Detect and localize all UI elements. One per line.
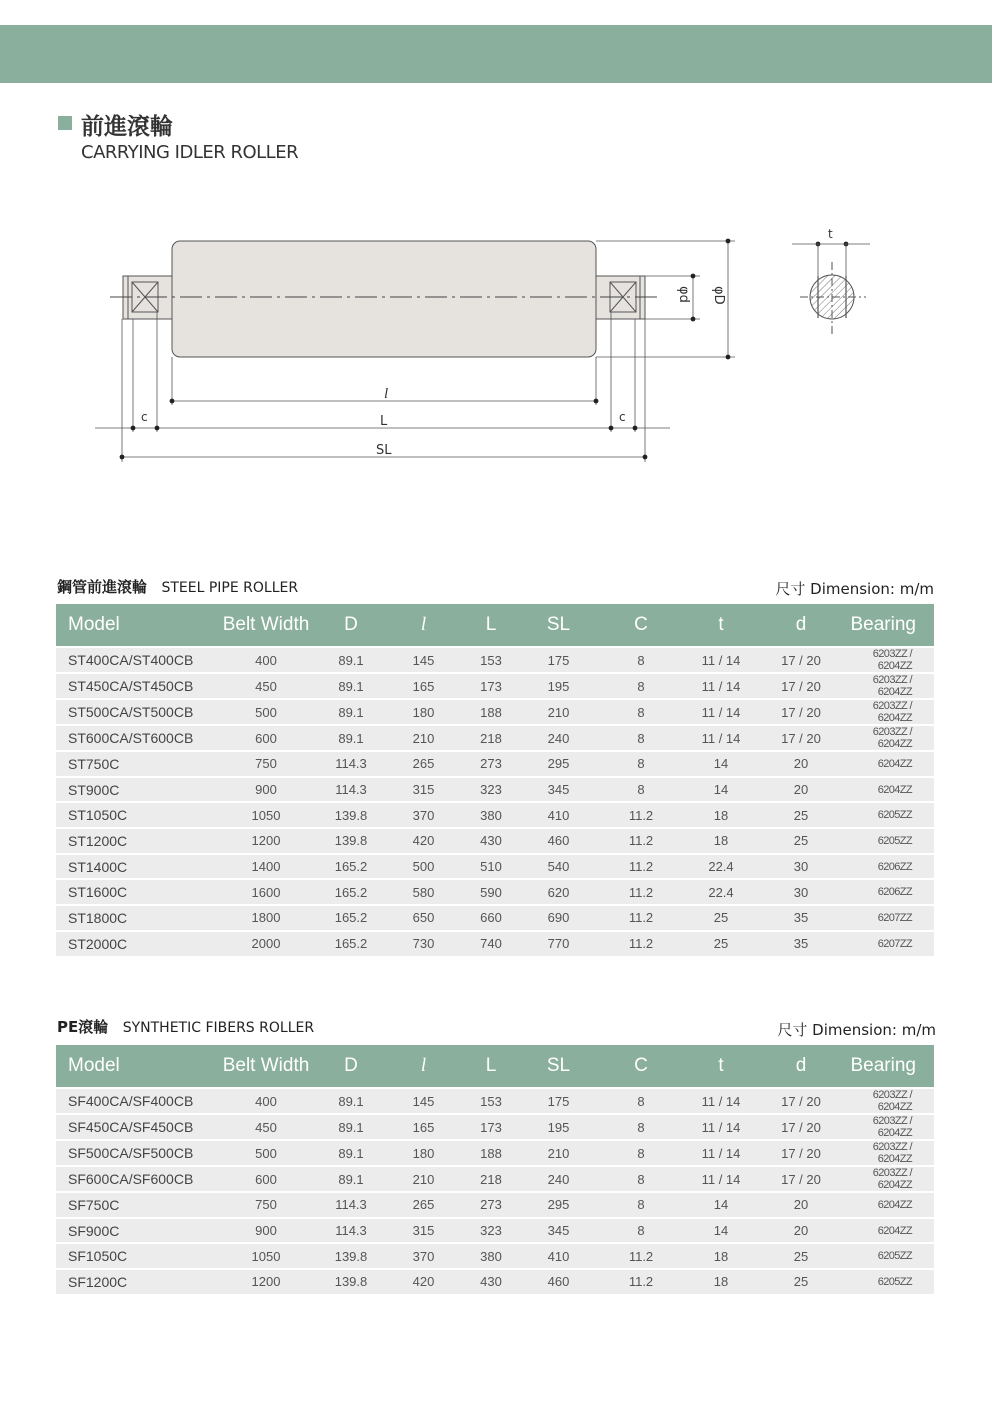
table-row bbox=[56, 1243, 934, 1269]
cell-d-shaft: 17 / 20 bbox=[761, 1114, 841, 1140]
cell-c-length: 8 bbox=[601, 751, 681, 777]
cell-t-width: 14 bbox=[681, 777, 761, 803]
cell-bearing: 6203ZZ / 6204ZZ bbox=[841, 1114, 934, 1140]
cell-L-length: 660 bbox=[466, 905, 516, 931]
cell-t-width: 11 / 14 bbox=[681, 1114, 761, 1140]
cell-d-shaft: 20 bbox=[761, 751, 841, 777]
table-row bbox=[56, 828, 934, 854]
cell-l-length: 650 bbox=[381, 905, 466, 931]
cell-sl-length: 195 bbox=[516, 1114, 601, 1140]
cell-l-length: 265 bbox=[381, 1192, 466, 1218]
cell-t-width: 14 bbox=[681, 1192, 761, 1218]
table-row bbox=[56, 673, 934, 699]
cell-l-length: 165 bbox=[381, 673, 466, 699]
cell-L-length: 218 bbox=[466, 725, 516, 751]
table-row bbox=[56, 751, 934, 777]
table-row bbox=[56, 647, 934, 673]
cell-t-width: 18 bbox=[681, 802, 761, 828]
cell-c-length: 11.2 bbox=[601, 854, 681, 880]
pe-title-zh: PE滾輪 bbox=[57, 1018, 109, 1036]
table-row bbox=[56, 1269, 934, 1294]
cell-bearing: 6207ZZ bbox=[841, 931, 934, 956]
cell-t-width: 11 / 14 bbox=[681, 699, 761, 725]
cell-d-diameter: 114.3 bbox=[321, 777, 381, 803]
cell-belt-width: 400 bbox=[211, 1088, 321, 1114]
cell-belt-width: 1800 bbox=[211, 905, 321, 931]
header-belt-width: Belt Width bbox=[211, 604, 321, 647]
table-row bbox=[56, 1218, 934, 1244]
cell-model: ST2000C bbox=[56, 931, 211, 956]
header-L-length: L bbox=[466, 604, 516, 647]
table-row bbox=[56, 725, 934, 751]
cell-l-length: 145 bbox=[381, 647, 466, 673]
cell-d-shaft: 20 bbox=[761, 1218, 841, 1244]
cell-model: ST1800C bbox=[56, 905, 211, 931]
cell-c-length: 11.2 bbox=[601, 828, 681, 854]
cell-L-length: 740 bbox=[466, 931, 516, 956]
cell-bearing: 6205ZZ bbox=[841, 802, 934, 828]
cell-model: SF1050C bbox=[56, 1243, 211, 1269]
heading-chinese: 前進滾輪 bbox=[81, 114, 173, 140]
header-t-width: t bbox=[681, 1045, 761, 1088]
header-sl-length: SL bbox=[516, 604, 601, 647]
cell-L-length: 323 bbox=[466, 1218, 516, 1244]
cell-l-length: 315 bbox=[381, 777, 466, 803]
cell-t-width: 22.4 bbox=[681, 854, 761, 880]
cell-d-diameter: 165.2 bbox=[321, 879, 381, 905]
cell-t-width: 25 bbox=[681, 905, 761, 931]
cell-model: ST450CA/ST450CB bbox=[56, 673, 211, 699]
label-phi-d: φd bbox=[676, 286, 691, 303]
header-sl-length: SL bbox=[516, 1045, 601, 1088]
header-c-length: C bbox=[601, 1045, 681, 1088]
cell-c-length: 8 bbox=[601, 1114, 681, 1140]
cell-belt-width: 600 bbox=[211, 725, 321, 751]
cell-model: ST400CA/ST400CB bbox=[56, 647, 211, 673]
label-c-right: c bbox=[619, 410, 626, 424]
cell-d-diameter: 114.3 bbox=[321, 1192, 381, 1218]
cell-sl-length: 460 bbox=[516, 828, 601, 854]
label-phi-D: φD bbox=[711, 286, 726, 305]
cell-d-diameter: 89.1 bbox=[321, 1088, 381, 1114]
cell-model: SF750C bbox=[56, 1192, 211, 1218]
cell-d-diameter: 89.1 bbox=[321, 1114, 381, 1140]
cell-L-length: 430 bbox=[466, 1269, 516, 1294]
cell-t-width: 14 bbox=[681, 1218, 761, 1244]
cell-l-length: 420 bbox=[381, 1269, 466, 1294]
cell-L-length: 510 bbox=[466, 854, 516, 880]
cell-d-shaft: 30 bbox=[761, 854, 841, 880]
cell-d-shaft: 17 / 20 bbox=[761, 725, 841, 751]
cell-sl-length: 410 bbox=[516, 1243, 601, 1269]
table-header-row bbox=[56, 1045, 934, 1088]
cell-d-diameter: 89.1 bbox=[321, 673, 381, 699]
cell-bearing: 6203ZZ / 6204ZZ bbox=[841, 725, 934, 751]
cell-belt-width: 750 bbox=[211, 1192, 321, 1218]
cell-c-length: 8 bbox=[601, 1192, 681, 1218]
cell-d-diameter: 114.3 bbox=[321, 1218, 381, 1244]
cell-t-width: 14 bbox=[681, 751, 761, 777]
cell-t-width: 22.4 bbox=[681, 879, 761, 905]
cell-d-diameter: 114.3 bbox=[321, 751, 381, 777]
cell-d-shaft: 17 / 20 bbox=[761, 1166, 841, 1192]
cell-model: ST1050C bbox=[56, 802, 211, 828]
table-row bbox=[56, 1088, 934, 1114]
label-L: L bbox=[380, 414, 388, 429]
steel-title-zh: 鋼管前進滾輪 bbox=[57, 578, 148, 596]
cell-l-length: 265 bbox=[381, 751, 466, 777]
cell-L-length: 380 bbox=[466, 1243, 516, 1269]
pe-roller-table bbox=[56, 1045, 934, 1294]
cell-L-length: 430 bbox=[466, 828, 516, 854]
cell-c-length: 8 bbox=[601, 673, 681, 699]
cell-model: SF1200C bbox=[56, 1269, 211, 1294]
cell-d-shaft: 25 bbox=[761, 802, 841, 828]
table-row bbox=[56, 777, 934, 803]
roller-diagram bbox=[0, 0, 992, 500]
cell-l-length: 165 bbox=[381, 1114, 466, 1140]
cell-bearing: 6206ZZ bbox=[841, 854, 934, 880]
header-belt-width: Belt Width bbox=[211, 1045, 321, 1088]
cell-l-length: 210 bbox=[381, 1166, 466, 1192]
header-c-length: C bbox=[601, 604, 681, 647]
cell-d-shaft: 25 bbox=[761, 1243, 841, 1269]
header-d-diameter: D bbox=[321, 604, 381, 647]
cell-sl-length: 175 bbox=[516, 647, 601, 673]
header-d-diameter: D bbox=[321, 1045, 381, 1088]
header-bearing: Bearing bbox=[841, 1045, 934, 1088]
steel-roller-table bbox=[56, 604, 934, 956]
cell-c-length: 8 bbox=[601, 725, 681, 751]
header-model: Model bbox=[56, 604, 211, 647]
cell-sl-length: 770 bbox=[516, 931, 601, 956]
cell-sl-length: 240 bbox=[516, 1166, 601, 1192]
cell-belt-width: 450 bbox=[211, 1114, 321, 1140]
cell-sl-length: 410 bbox=[516, 802, 601, 828]
cell-bearing: 6207ZZ bbox=[841, 905, 934, 931]
cell-d-shaft: 20 bbox=[761, 1192, 841, 1218]
cell-belt-width: 1200 bbox=[211, 828, 321, 854]
cell-c-length: 11.2 bbox=[601, 1243, 681, 1269]
table-row bbox=[56, 931, 934, 956]
cell-L-length: 173 bbox=[466, 1114, 516, 1140]
cell-model: SF500CA/SF500CB bbox=[56, 1140, 211, 1166]
cell-d-shaft: 17 / 20 bbox=[761, 1088, 841, 1114]
header-t-width: t bbox=[681, 604, 761, 647]
table-row bbox=[56, 802, 934, 828]
cell-bearing: 6203ZZ / 6204ZZ bbox=[841, 647, 934, 673]
cell-c-length: 8 bbox=[601, 777, 681, 803]
cell-d-diameter: 89.1 bbox=[321, 725, 381, 751]
roller-body bbox=[172, 241, 596, 357]
steel-section-title bbox=[57, 576, 298, 597]
label-l: l bbox=[384, 386, 389, 402]
cell-belt-width: 450 bbox=[211, 673, 321, 699]
cell-l-length: 210 bbox=[381, 725, 466, 751]
cell-sl-length: 240 bbox=[516, 725, 601, 751]
label-t: t bbox=[828, 227, 833, 241]
cell-sl-length: 345 bbox=[516, 777, 601, 803]
cell-L-length: 173 bbox=[466, 673, 516, 699]
cell-belt-width: 500 bbox=[211, 1140, 321, 1166]
cell-l-length: 420 bbox=[381, 828, 466, 854]
cell-L-length: 153 bbox=[466, 1088, 516, 1114]
cell-sl-length: 210 bbox=[516, 699, 601, 725]
cell-c-length: 11.2 bbox=[601, 931, 681, 956]
cell-t-width: 18 bbox=[681, 1243, 761, 1269]
cell-c-length: 8 bbox=[601, 1218, 681, 1244]
cell-model: ST1200C bbox=[56, 828, 211, 854]
cell-model: ST750C bbox=[56, 751, 211, 777]
cell-c-length: 8 bbox=[601, 647, 681, 673]
cell-belt-width: 900 bbox=[211, 1218, 321, 1244]
header-l-length: l bbox=[381, 1045, 466, 1088]
cell-t-width: 11 / 14 bbox=[681, 725, 761, 751]
cell-t-width: 18 bbox=[681, 1269, 761, 1294]
cell-model: ST900C bbox=[56, 777, 211, 803]
label-c-left: c bbox=[141, 410, 148, 424]
cell-sl-length: 210 bbox=[516, 1140, 601, 1166]
heading-english: CARRYING IDLER ROLLER bbox=[81, 142, 299, 163]
cell-d-shaft: 17 / 20 bbox=[761, 1140, 841, 1166]
cell-sl-length: 460 bbox=[516, 1269, 601, 1294]
cell-model: ST1400C bbox=[56, 854, 211, 880]
cell-sl-length: 540 bbox=[516, 854, 601, 880]
cell-t-width: 11 / 14 bbox=[681, 1166, 761, 1192]
cell-bearing: 6205ZZ bbox=[841, 828, 934, 854]
steel-dimension-unit: 尺寸 Dimension: m/m bbox=[775, 580, 934, 598]
cell-d-shaft: 30 bbox=[761, 879, 841, 905]
cell-model: SF900C bbox=[56, 1218, 211, 1244]
cell-l-length: 730 bbox=[381, 931, 466, 956]
table-row bbox=[56, 699, 934, 725]
cell-belt-width: 1400 bbox=[211, 854, 321, 880]
cell-belt-width: 1200 bbox=[211, 1269, 321, 1294]
cell-bearing: 6203ZZ / 6204ZZ bbox=[841, 1088, 934, 1114]
cell-sl-length: 345 bbox=[516, 1218, 601, 1244]
header-bearing: Bearing bbox=[841, 604, 934, 647]
cell-t-width: 25 bbox=[681, 931, 761, 956]
cell-d-diameter: 89.1 bbox=[321, 1166, 381, 1192]
cell-d-shaft: 20 bbox=[761, 777, 841, 803]
cell-L-length: 273 bbox=[466, 751, 516, 777]
cell-sl-length: 620 bbox=[516, 879, 601, 905]
cell-bearing: 6205ZZ bbox=[841, 1243, 934, 1269]
cell-L-length: 380 bbox=[466, 802, 516, 828]
cell-l-length: 370 bbox=[381, 1243, 466, 1269]
cell-L-length: 188 bbox=[466, 699, 516, 725]
cell-sl-length: 690 bbox=[516, 905, 601, 931]
cell-d-diameter: 139.8 bbox=[321, 802, 381, 828]
cell-belt-width: 1600 bbox=[211, 879, 321, 905]
cell-d-diameter: 89.1 bbox=[321, 647, 381, 673]
cell-d-diameter: 165.2 bbox=[321, 854, 381, 880]
cell-belt-width: 900 bbox=[211, 777, 321, 803]
cell-c-length: 8 bbox=[601, 699, 681, 725]
cell-c-length: 8 bbox=[601, 1166, 681, 1192]
cell-bearing: 6204ZZ bbox=[841, 1192, 934, 1218]
pe-title-en: SYNTHETIC FIBERS ROLLER bbox=[122, 1020, 315, 1036]
table-row bbox=[56, 879, 934, 905]
table-row bbox=[56, 905, 934, 931]
cell-l-length: 180 bbox=[381, 699, 466, 725]
table-row bbox=[56, 1192, 934, 1218]
table-row bbox=[56, 1140, 934, 1166]
cell-bearing: 6204ZZ bbox=[841, 751, 934, 777]
cell-d-shaft: 35 bbox=[761, 905, 841, 931]
cell-bearing: 6204ZZ bbox=[841, 777, 934, 803]
cell-L-length: 188 bbox=[466, 1140, 516, 1166]
cell-L-length: 218 bbox=[466, 1166, 516, 1192]
cell-belt-width: 500 bbox=[211, 699, 321, 725]
cell-l-length: 580 bbox=[381, 879, 466, 905]
cell-d-shaft: 17 / 20 bbox=[761, 647, 841, 673]
cell-model: SF600CA/SF600CB bbox=[56, 1166, 211, 1192]
cell-bearing: 6205ZZ bbox=[841, 1269, 934, 1294]
cell-model: ST600CA/ST600CB bbox=[56, 725, 211, 751]
cell-t-width: 18 bbox=[681, 828, 761, 854]
cell-d-diameter: 89.1 bbox=[321, 699, 381, 725]
cell-l-length: 370 bbox=[381, 802, 466, 828]
cell-belt-width: 1050 bbox=[211, 802, 321, 828]
cell-d-shaft: 35 bbox=[761, 931, 841, 956]
cell-sl-length: 295 bbox=[516, 1192, 601, 1218]
cell-d-diameter: 89.1 bbox=[321, 1140, 381, 1166]
cell-belt-width: 750 bbox=[211, 751, 321, 777]
cell-d-diameter: 165.2 bbox=[321, 931, 381, 956]
cell-c-length: 11.2 bbox=[601, 802, 681, 828]
cell-belt-width: 2000 bbox=[211, 931, 321, 956]
pe-dimension-unit: 尺寸 Dimension: m/m bbox=[777, 1021, 936, 1039]
cell-l-length: 315 bbox=[381, 1218, 466, 1244]
cell-bearing: 6203ZZ / 6204ZZ bbox=[841, 1166, 934, 1192]
cell-model: SF400CA/SF400CB bbox=[56, 1088, 211, 1114]
shaft-section-view bbox=[792, 244, 870, 335]
cell-d-diameter: 165.2 bbox=[321, 905, 381, 931]
cell-bearing: 6203ZZ / 6204ZZ bbox=[841, 1140, 934, 1166]
table-row bbox=[56, 1114, 934, 1140]
cell-bearing: 6204ZZ bbox=[841, 1218, 934, 1244]
cell-sl-length: 295 bbox=[516, 751, 601, 777]
header-d-shaft: d bbox=[761, 604, 841, 647]
cell-t-width: 11 / 14 bbox=[681, 673, 761, 699]
cell-belt-width: 600 bbox=[211, 1166, 321, 1192]
cell-c-length: 11.2 bbox=[601, 1269, 681, 1294]
cell-t-width: 11 / 14 bbox=[681, 1140, 761, 1166]
header-L-length: L bbox=[466, 1045, 516, 1088]
cell-belt-width: 1050 bbox=[211, 1243, 321, 1269]
cell-model: SF450CA/SF450CB bbox=[56, 1114, 211, 1140]
cell-c-length: 11.2 bbox=[601, 905, 681, 931]
header-model: Model bbox=[56, 1045, 211, 1088]
cell-d-shaft: 25 bbox=[761, 828, 841, 854]
cell-d-diameter: 139.8 bbox=[321, 1269, 381, 1294]
header-d-shaft: d bbox=[761, 1045, 841, 1088]
cell-L-length: 153 bbox=[466, 647, 516, 673]
cell-sl-length: 195 bbox=[516, 673, 601, 699]
steel-title-en: STEEL PIPE ROLLER bbox=[161, 580, 299, 596]
cell-t-width: 11 / 14 bbox=[681, 647, 761, 673]
table-row bbox=[56, 1166, 934, 1192]
table-header-row bbox=[56, 604, 934, 647]
cell-l-length: 500 bbox=[381, 854, 466, 880]
cell-belt-width: 400 bbox=[211, 647, 321, 673]
cell-bearing: 6203ZZ / 6204ZZ bbox=[841, 699, 934, 725]
cell-bearing: 6206ZZ bbox=[841, 879, 934, 905]
cell-d-diameter: 139.8 bbox=[321, 1243, 381, 1269]
cell-c-length: 8 bbox=[601, 1088, 681, 1114]
cell-l-length: 145 bbox=[381, 1088, 466, 1114]
cell-model: ST1600C bbox=[56, 879, 211, 905]
cell-t-width: 11 / 14 bbox=[681, 1088, 761, 1114]
cell-d-shaft: 17 / 20 bbox=[761, 699, 841, 725]
cell-L-length: 273 bbox=[466, 1192, 516, 1218]
header-l-length: l bbox=[381, 604, 466, 647]
label-SL: SL bbox=[376, 443, 392, 458]
pe-section-title bbox=[57, 1016, 314, 1037]
cell-L-length: 590 bbox=[466, 879, 516, 905]
cell-model: ST500CA/ST500CB bbox=[56, 699, 211, 725]
cell-d-diameter: 139.8 bbox=[321, 828, 381, 854]
table-row bbox=[56, 854, 934, 880]
cell-c-length: 8 bbox=[601, 1140, 681, 1166]
cell-d-shaft: 17 / 20 bbox=[761, 673, 841, 699]
cell-c-length: 11.2 bbox=[601, 879, 681, 905]
cell-L-length: 323 bbox=[466, 777, 516, 803]
cell-d-shaft: 25 bbox=[761, 1269, 841, 1294]
cell-bearing: 6203ZZ / 6204ZZ bbox=[841, 673, 934, 699]
cell-sl-length: 175 bbox=[516, 1088, 601, 1114]
cell-l-length: 180 bbox=[381, 1140, 466, 1166]
